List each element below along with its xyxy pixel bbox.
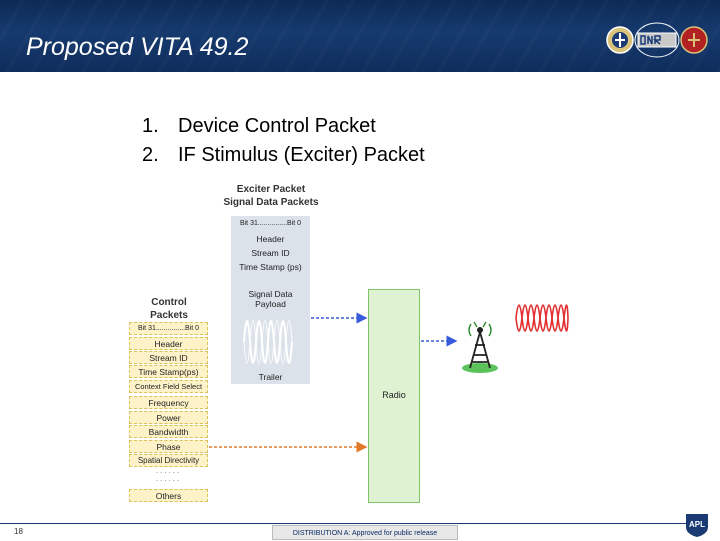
list-text: IF Stimulus (Exciter) Packet <box>178 144 425 166</box>
svg-text:APL: APL <box>689 520 705 529</box>
apl-logo <box>684 512 710 538</box>
control-title-line: Control <box>151 297 187 308</box>
list-number: 1. <box>142 115 159 137</box>
list-number: 2. <box>142 144 159 166</box>
control-bit-range: Bit 31...............Bit 0 <box>129 322 208 335</box>
control-context-select-field: Context Field Select <box>129 380 208 393</box>
control-phase-field: Phase <box>129 440 208 453</box>
exciter-stream-id-field: Stream ID <box>251 248 290 258</box>
exciter-subtitle-line: Signal Data Packets <box>223 197 319 208</box>
exciter-timestamp-field: Time Stamp (ps) <box>239 262 302 272</box>
exciter-header-field: Header <box>256 234 285 244</box>
control-ellipsis: ...... <box>155 474 182 483</box>
control-power-field: Power <box>129 411 208 424</box>
footer-divider <box>0 523 690 524</box>
control-frequency-field: Frequency <box>129 396 208 409</box>
exciter-payload-field: Payload <box>255 299 286 309</box>
radio-label: Radio <box>382 390 406 400</box>
control-others-field: Others <box>129 489 208 502</box>
control-header-field: Header <box>129 337 208 350</box>
list-text: Device Control Packet <box>178 115 376 137</box>
slide-title: Proposed VITA 49.2 <box>26 33 249 61</box>
page-number: 18 <box>14 527 23 536</box>
antenna-tower-icon <box>462 322 498 373</box>
control-stream-id-field: Stream ID <box>129 351 208 364</box>
control-timestamp-field: Time Stamp(ps) <box>129 365 208 378</box>
exciter-title-line: Exciter Packet <box>236 184 306 195</box>
exciter-signal-data-field: Signal Data <box>248 289 293 299</box>
exciter-trailer-field: Trailer <box>258 372 283 382</box>
control-bandwidth-field: Bandwidth <box>129 425 208 438</box>
distribution-statement: DISTRIBUTION A: Approved for public release <box>272 525 458 540</box>
control-spatial-directivity-field: Spatial Directivity <box>129 454 208 467</box>
control-subtitle-line: Packets <box>150 310 188 321</box>
control-ellipsis: ...... <box>155 466 182 475</box>
exciter-bit-range: Bit 31...............Bit 0 <box>239 220 302 227</box>
